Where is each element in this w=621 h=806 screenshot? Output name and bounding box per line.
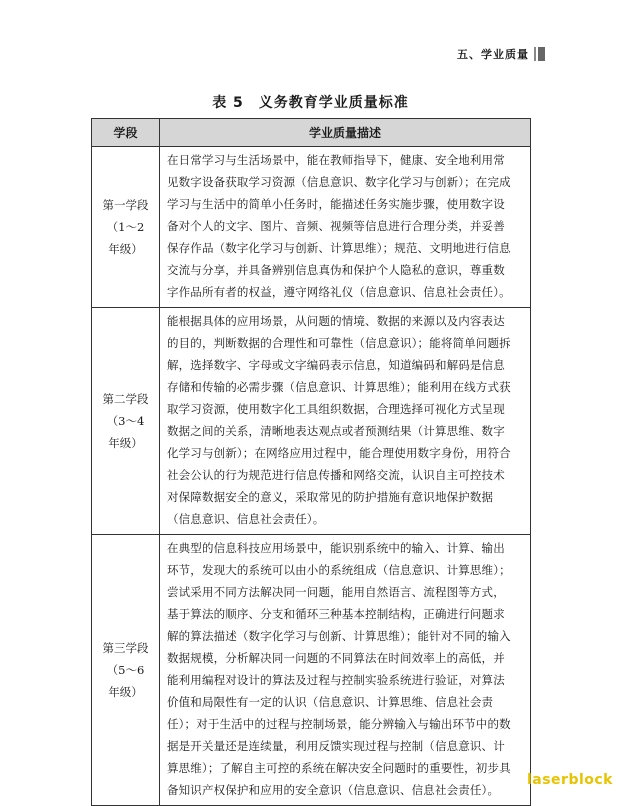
table-caption: 表 5 义务教育学业质量标准 — [212, 95, 409, 111]
description-line: 环节，发现大的系统可以由小的系统组成（信息意识、计算思维）； — [167, 563, 511, 577]
description-line: 对保障数据安全的意义，采取常见的防护措施有意识地保护数据 — [167, 490, 494, 504]
stage-cell — [92, 147, 160, 308]
description-line: 交流与分享，并具备辨别信息真伪和保护个人隐私的意识，尊重数 — [167, 263, 505, 277]
description-line: 取学习资源，使用数字化工具组织数据，合理选择可视化方式呈现 — [167, 402, 505, 416]
description-line: 字作品所有者的权益，遵守网络礼仪（信息意识、信息社会责任）。 — [167, 285, 511, 299]
header-bar-mark — [534, 47, 545, 61]
table-row — [92, 147, 531, 308]
stage-grade-suffix: 年级） — [108, 685, 143, 699]
description-line: 尝试采用不同方法解决同一问题，能用自然语言、流程图等方式， — [167, 585, 505, 599]
description-line: 价值和局限性有一定的认识（信息意识、计算思维、信息社会责 — [167, 695, 494, 709]
description-line: 见数字设备获取学习资源（信息意识、数字化学习与创新）；在完成 — [167, 175, 511, 189]
description-line: 基于算法的顺序、分支和循环三种基本控制结构，正确进行问题求 — [167, 607, 505, 621]
stage-grade-range: （1～2 — [106, 220, 145, 234]
description-line: 的目的，判断数据的合理性和可靠性（信息意识）；能将简单问题拆 — [167, 336, 511, 350]
description-cell — [160, 147, 531, 308]
table-row — [92, 308, 531, 535]
description-line: 学习与生活中的简单小任务时，能描述任务实施步骤，使用数字设 — [167, 197, 505, 211]
watermark-text: laserblock — [526, 772, 613, 788]
description-line: 算思维）；了解自主可控的系统在解决安全问题时的重要性，初步具 — [167, 761, 511, 775]
description-line: 存储和传输的必需步骤（信息意识、计算思维）；能利用在线方式获 — [167, 380, 511, 394]
stage-grade-suffix: 年级） — [108, 242, 143, 256]
stage-cell — [92, 535, 160, 806]
column-header-description: 学业质量描述 — [160, 119, 531, 147]
column-header-stage: 学段 — [92, 119, 160, 147]
description-line: 保存作品（数字化学习与创新、计算思维）；规范、文明地进行信息 — [167, 241, 511, 255]
description-line: （信息意识、信息社会责任）。 — [167, 512, 325, 526]
description-line: 社会公认的行为规范进行信息传播和网络交流，认识自主可控技术 — [167, 468, 505, 482]
description-line: 据是开关量还是连续量，利用反馈实现过程与控制（信息意识、计 — [167, 739, 505, 753]
description-line: 任）；对于生活中的过程与控制场景，能分辨输入与输出环节中的数 — [167, 717, 511, 731]
description-line: 备对个人的文字、图片、音频、视频等信息进行合理分类，并妥善 — [167, 219, 505, 233]
header-section-title: 五、学业质量 — [457, 48, 529, 61]
stage-name: 第二学段 — [102, 392, 149, 406]
running-header — [457, 46, 545, 62]
description-cell — [160, 535, 531, 806]
stage-grade-suffix: 年级） — [108, 436, 143, 450]
table-header-row — [92, 119, 531, 147]
description-line: 数据规模，分析解决同一问题的不同算法在时间效率上的高低，并 — [167, 651, 505, 665]
table-row — [92, 535, 531, 806]
description-line: 备知识产权保护和应用的安全意识（信息意识、信息社会责任）。 — [167, 783, 500, 797]
description-line: 数据之间的关系，清晰地表达观点或者预测结果（计算思维、数字 — [167, 424, 505, 438]
description-line: 在典型的信息科技应用场景中，能识别系统中的输入、计算、输出 — [167, 541, 505, 555]
description-line: 能利用编程对设计的算法及过程与控制实验系统进行验证，对算法 — [167, 673, 505, 687]
quality-standard-table — [91, 118, 531, 806]
stage-cell — [92, 308, 160, 535]
stage-grade-range: （3～4 — [106, 414, 145, 428]
description-line: 解的算法描述（数字化学习与创新、计算思维）；能针对不同的输入 — [167, 629, 511, 643]
description-line: 在日常学习与生活场景中，能在教师指导下，健康、安全地利用常 — [167, 153, 505, 167]
description-line: 能根据具体的应用场景，从问题的情境、数据的来源以及内容表达 — [167, 314, 505, 328]
stage-name: 第一学段 — [102, 198, 149, 212]
stage-grade-range: （5～6 — [106, 663, 145, 677]
stage-name: 第三学段 — [102, 641, 149, 655]
description-cell — [160, 308, 531, 535]
description-line: 解，选择数字、字母或文字编码表示信息，知道编码和解码是信息 — [167, 358, 505, 372]
description-line: 化学习与创新）；在网络应用过程中，能合理使用数字身份，用符合 — [167, 446, 511, 460]
